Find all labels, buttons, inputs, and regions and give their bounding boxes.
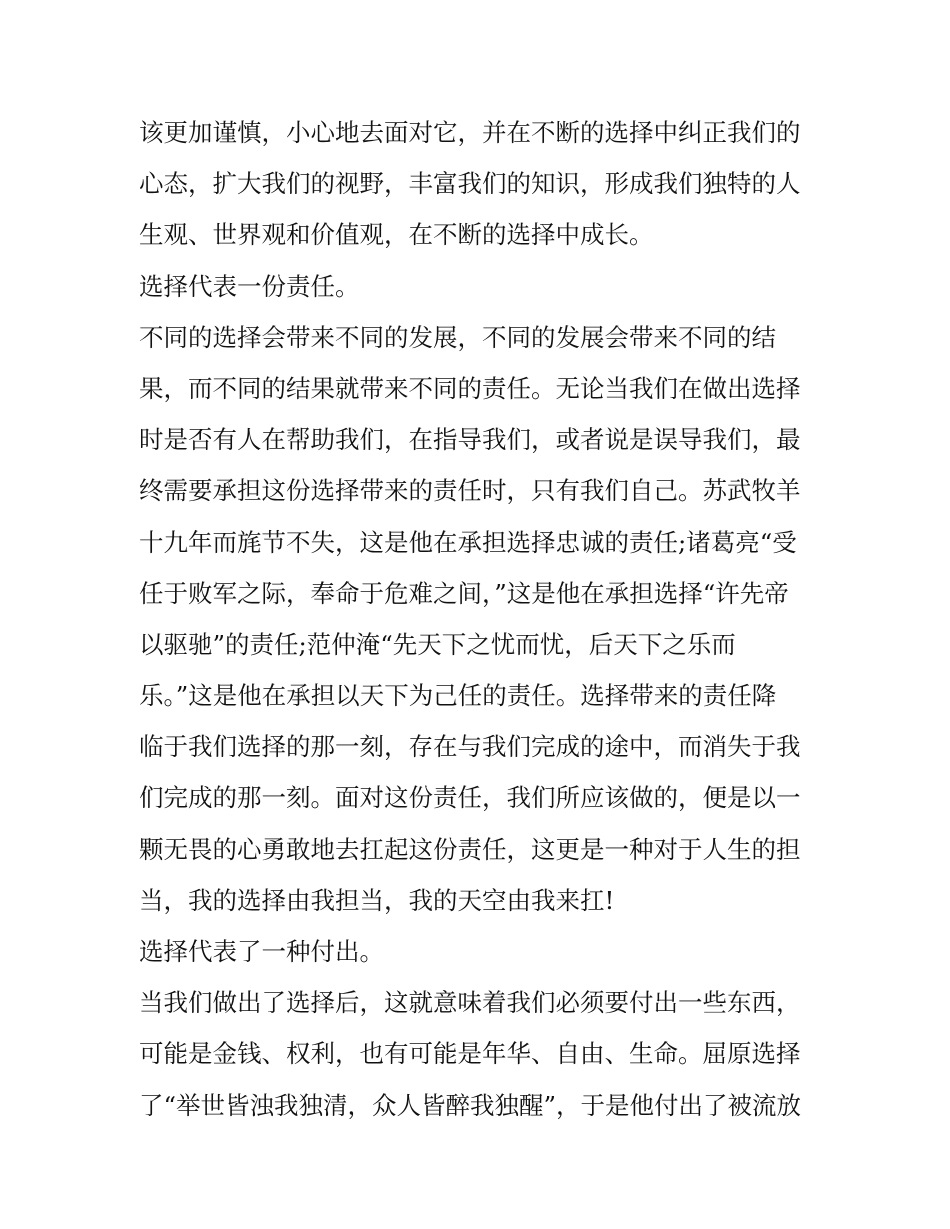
text-line: 时是否有人在帮助我们，在指导我们，或者说是误导我们，最: [139, 425, 801, 455]
text-line: 十九年而旄节不失，这是他在承担选择忠诚的责任;诸葛亮“受: [139, 527, 797, 557]
text-line: 当我们做出了选择后，这就意味着我们必须要付出一些东西，: [139, 988, 801, 1018]
text-line: 颗无畏的心勇敢地去扛起这份责任，这更是一种对于人生的担: [139, 834, 801, 864]
text-line: 临于我们选择的那一刻，存在与我们完成的途中，而消失于我: [139, 732, 801, 762]
text-line: 可能是金钱、权利，也有可能是年华、自由、生命。屈原选择: [139, 1039, 801, 1069]
text-line: 乐。”这是他在承担以天下为己任的责任。选择带来的责任降: [139, 681, 777, 711]
text-line: 当，我的选择由我担当，我的天空由我来扛!: [139, 885, 615, 915]
text-line: 们完成的那一刻。面对这份责任，我们所应该做的，便是以一: [139, 783, 801, 813]
text-line: 心态，扩大我们的视野，丰富我们的知识，形成我们独特的人: [139, 169, 801, 199]
text-line: 了“举世皆浊我独清，众人皆醉我独醒”，于是他付出了被流放: [139, 1090, 802, 1120]
text-line: 该更加谨慎，小心地去面对它，并在不断的选择中纠正我们的: [139, 118, 801, 147]
body-text: [139, 107, 819, 1131]
text-line: 不同的选择会带来不同的发展，不同的发展会带来不同的结: [139, 322, 776, 352]
text-line: 任于败军之际，奉命于危难之间，”这是他在承担选择“许先帝: [139, 578, 789, 608]
text-line: 果，而不同的结果就带来不同的责任。无论当我们在做出选择: [139, 373, 801, 403]
text-line: 以驱驰”的责任;范仲淹“先天下之忧而忧，后天下之乐而: [139, 629, 736, 659]
section-heading: 选择代表一份责任。: [139, 271, 360, 301]
text-line: 终需要承担这份选择带来的责任时，只有我们自己。苏武牧羊: [139, 476, 801, 506]
section-heading: 选择代表了一种付出。: [139, 937, 384, 966]
text-line: 生观、世界观和价值观，在不断的选择中成长。: [139, 220, 654, 250]
